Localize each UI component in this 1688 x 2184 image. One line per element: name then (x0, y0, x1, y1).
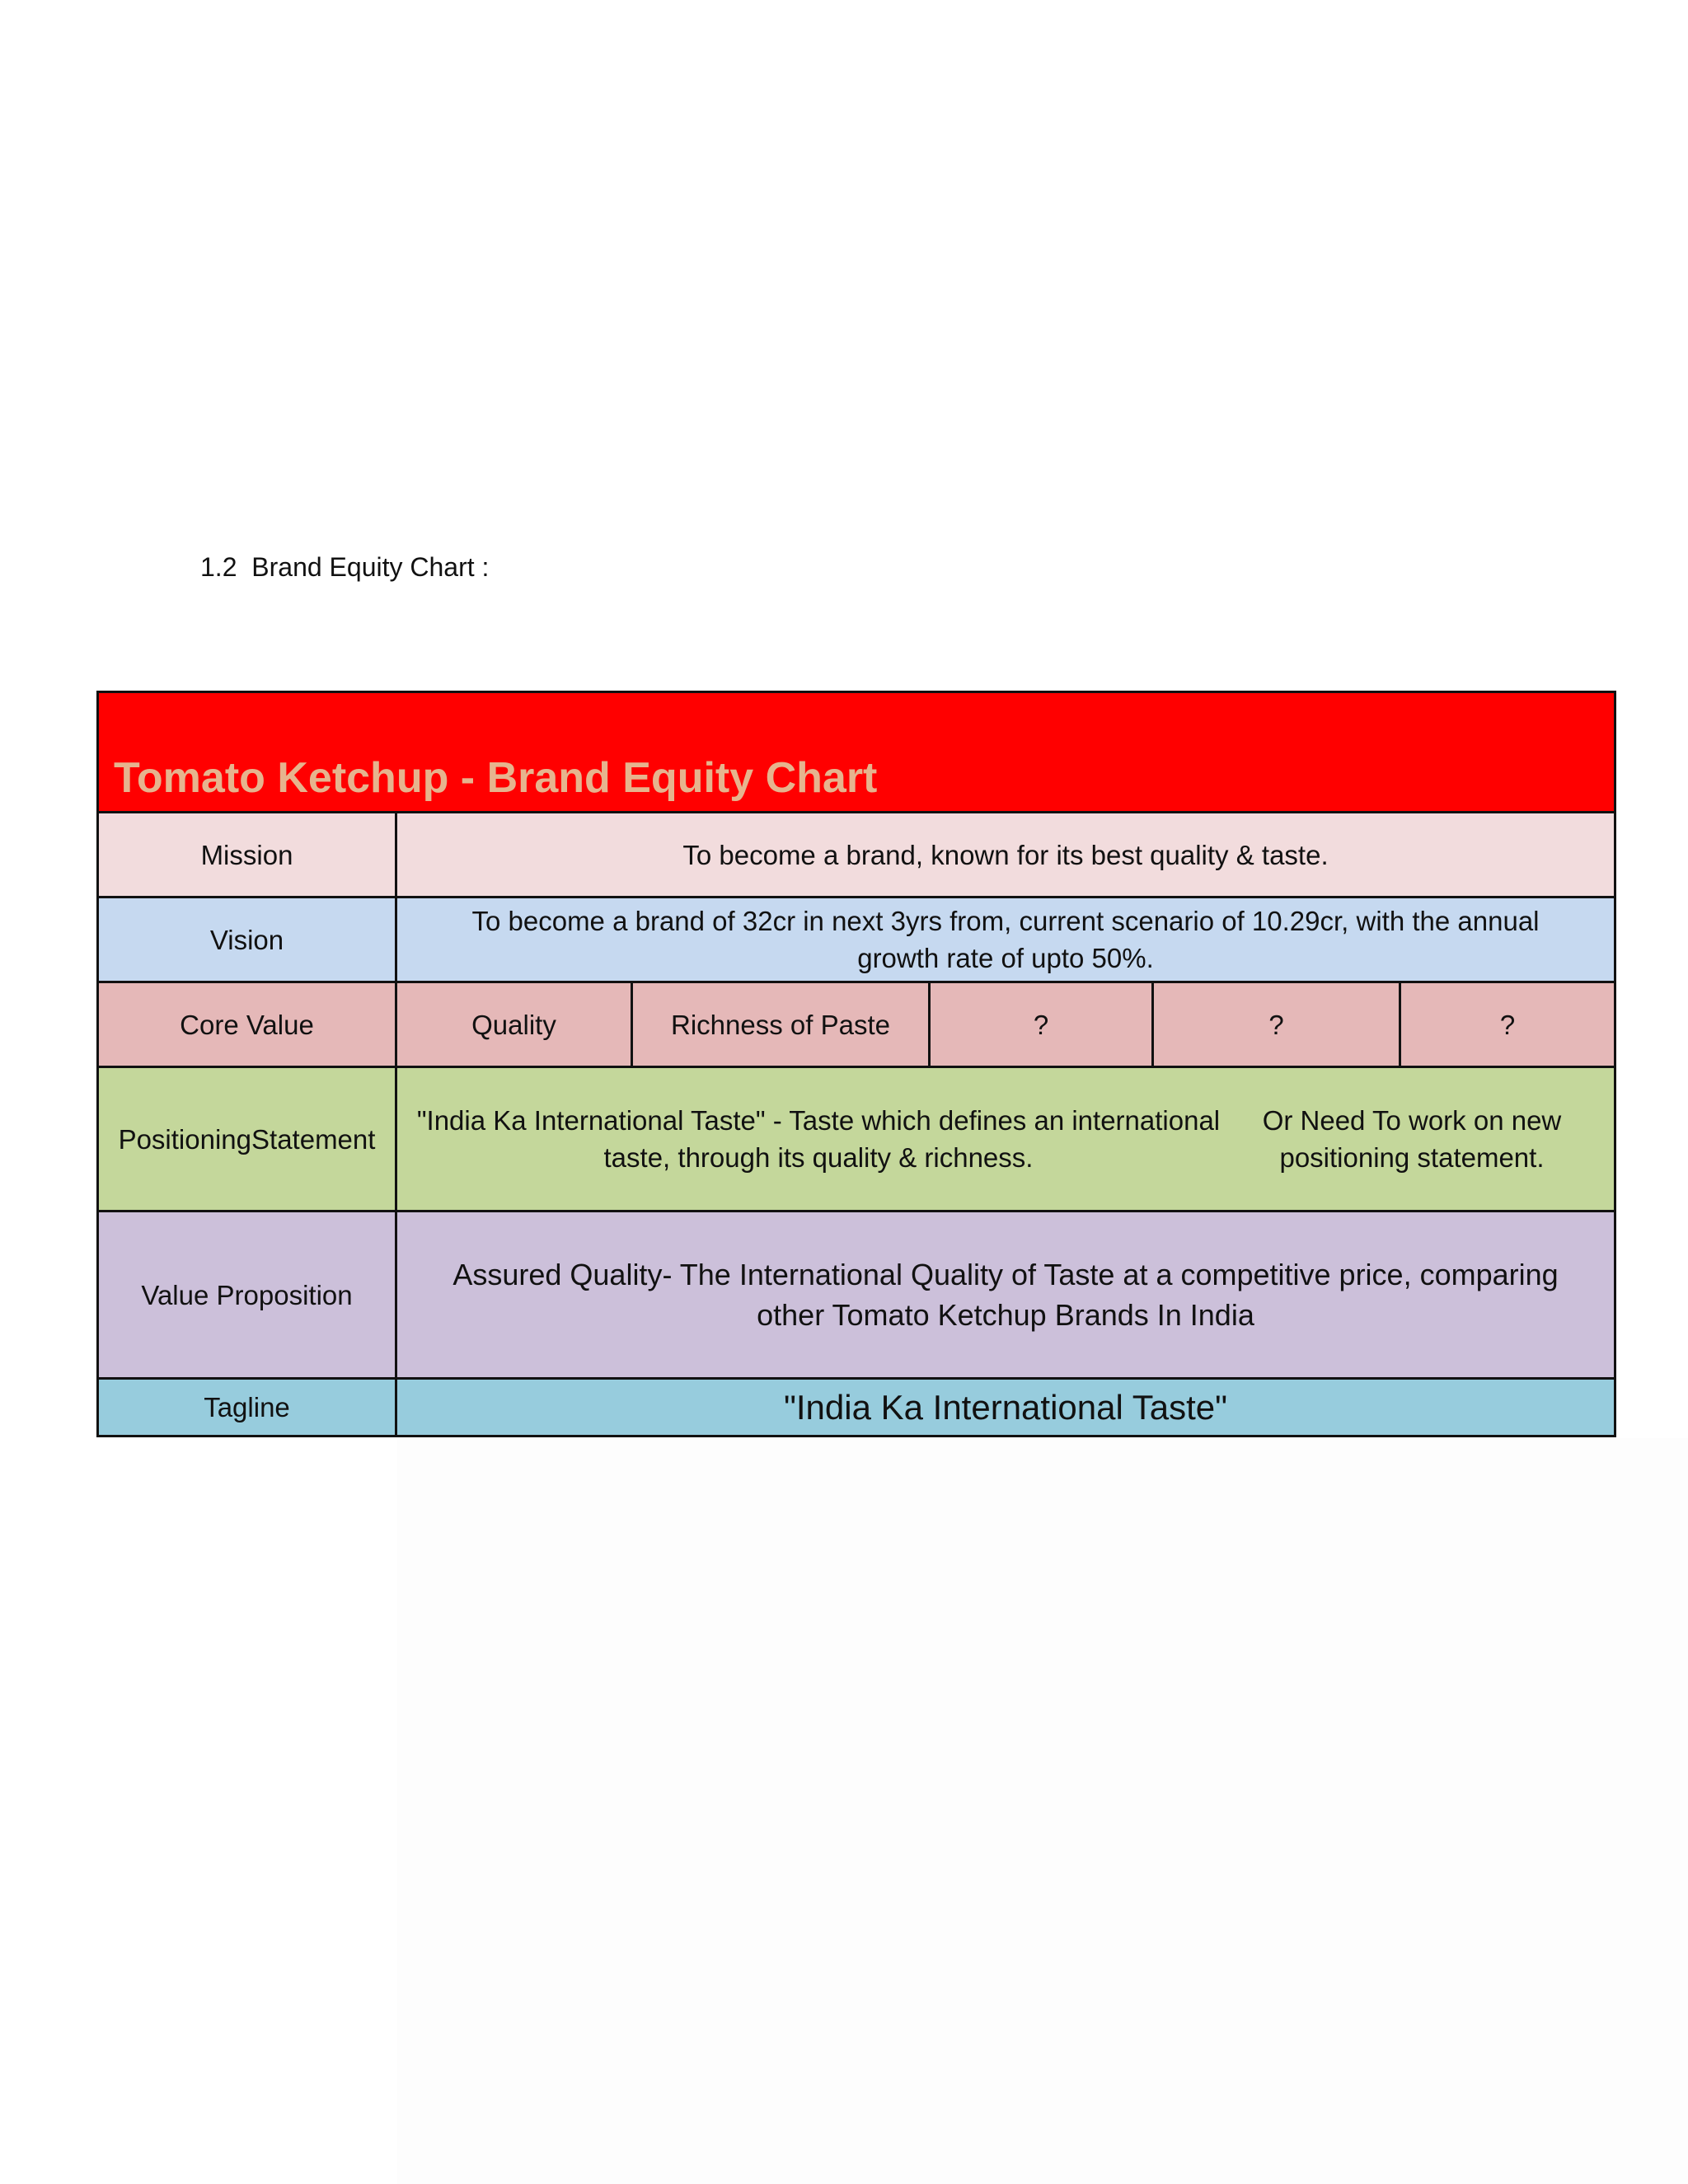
core-value-richness: Richness of Paste (633, 983, 931, 1066)
core-value-label: Core Value (99, 983, 397, 1066)
page-shade (397, 1438, 1688, 2184)
tagline-row (99, 1380, 1614, 1435)
positioning-label (99, 1068, 397, 1210)
value-proposition-row (99, 1212, 1614, 1380)
positioning-label-line-1: Positioning (118, 1123, 252, 1155)
core-value-row (99, 983, 1614, 1068)
core-value-placeholder-1: ? (931, 983, 1154, 1066)
vision-row (99, 898, 1614, 983)
chart-title: Tomato Ketchup - Brand Equity Chart (114, 754, 878, 802)
value-proposition-text: Assured Quality- The International Quality of Taste at a competitive price, comparing other Tomato Ketchup Brands In India (452, 1258, 1559, 1332)
positioning-text-line-2: Or Need To work on new positioning statement. (1262, 1105, 1562, 1173)
positioning-text-line-1: "India Ka International Taste" - Taste which defines an international taste, through its quality & richness. (416, 1105, 1221, 1173)
mission-label: Mission (99, 813, 397, 896)
vision-text: To become a brand of 32cr in next 3yrs from, current scenario of 10.29cr, with the annual growth rate of upto 50%. (471, 906, 1540, 973)
mission-text: To become a brand, known for its best quality & taste. (682, 839, 1329, 870)
value-proposition-label: Value Proposition (99, 1212, 397, 1377)
tagline-text: "India Ka International Taste" (783, 1387, 1228, 1427)
positioning-text (397, 1068, 1614, 1210)
chart-title-row (99, 693, 1614, 813)
core-value-placeholder-3: ? (1499, 1009, 1516, 1040)
section-heading: 1.2 Brand Equity Chart : (200, 552, 490, 582)
positioning-label-line-2: Statement (251, 1123, 376, 1155)
vision-label: Vision (99, 898, 397, 981)
positioning-row (99, 1068, 1614, 1212)
core-value-quality: Quality (397, 983, 633, 1066)
mission-row (99, 813, 1614, 898)
brand-equity-chart (96, 691, 1616, 1437)
tagline-label: Tagline (99, 1380, 397, 1435)
core-value-placeholder-2: ? (1154, 983, 1401, 1066)
